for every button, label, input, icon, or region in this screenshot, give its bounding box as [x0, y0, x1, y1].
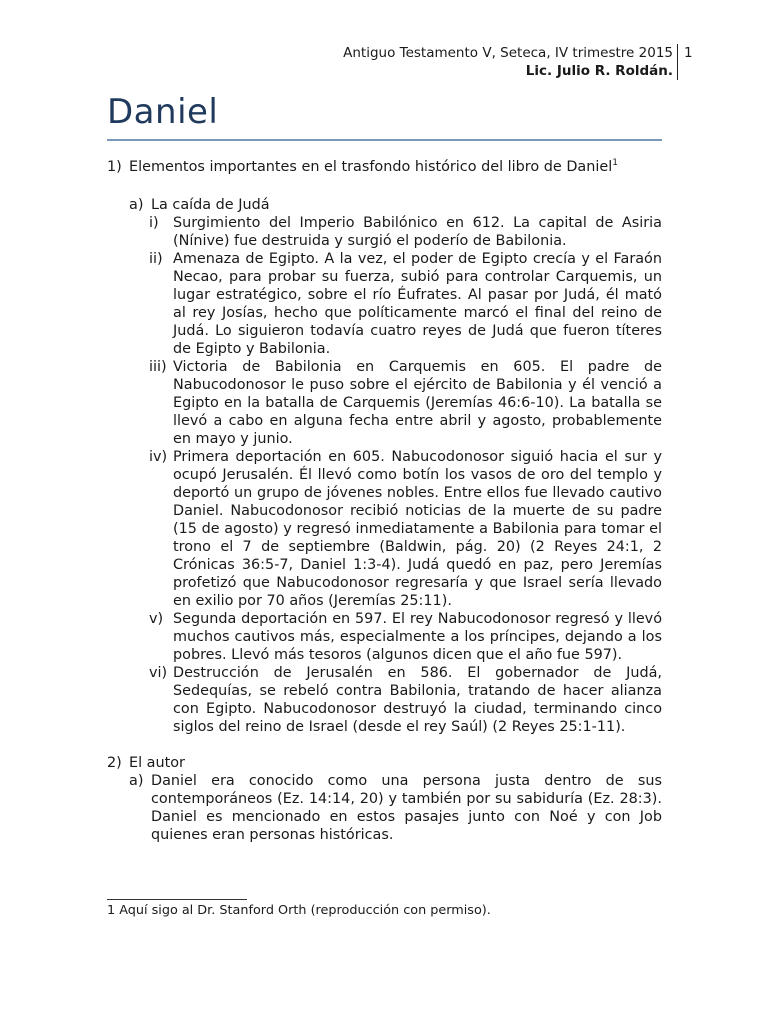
header-course: Antiguo Testamento V, Seteca, IV trimestre 2015: [343, 45, 673, 61]
section-2-number: 2): [107, 755, 122, 771]
list-item-number: i): [149, 215, 159, 231]
page-header: [343, 44, 673, 80]
page-title: Daniel: [107, 92, 219, 132]
document-body: [107, 158, 662, 844]
section-1-heading: [107, 158, 662, 176]
list-item-text: Amenaza de Egipto. A la vez, el poder de Egipto crecía y el Faraón Necao, para probar su fuerza, subió para controlar Carquemis, un lugar estratégico, sobre el río Éufrates. Al pasar por Judá, él mató al rey Josías, hecho que políticamente marcó el final del reino de Judá. Lo siguieron todavía cuatro reyes de Judá que fueron títeres de Egipto y Babilonia.: [173, 251, 662, 357]
section-2-title: El autor: [129, 755, 185, 771]
list-item: [107, 358, 662, 448]
list-item-text: Destrucción de Jerusalén en 586. El gobernador de Judá, Sedequías, se rebeló contra Babilonia, tratando de hacer alianza con Egipto. Nabucodonosor destruyó la ciudad, terminando cinco siglos del reino de Israel (desde el rey Saúl) (2 Reyes 25:1-11).: [173, 665, 662, 735]
header-divider: [677, 44, 678, 80]
section-1-text: Elementos importantes en el trasfondo histórico del libro de Daniel: [129, 159, 613, 175]
footnote-reference: 1: [612, 158, 618, 169]
subsection-2a: [107, 772, 662, 844]
list-item-number: ii): [149, 251, 163, 267]
list-item-number: v): [149, 611, 164, 627]
section-1-title: [129, 158, 662, 176]
subsection-2a-text: Daniel era conocido como una persona justa dentro de sus contemporáneos (Ez. 14:14, 20) y también por su sabiduría (Ez. 28:3). Daniel es mencionado en estos pasajes junto con Noé y con Job quienes eran personas históricas.: [151, 773, 662, 843]
footnote: 1 Aquí sigo al Dr. Stanford Orth (reproducción con permiso).: [107, 903, 491, 918]
section-2-heading: [107, 754, 662, 772]
page-number: 1: [684, 45, 693, 61]
list-item-number: iii): [149, 359, 167, 375]
subsection-1a-heading: [107, 196, 662, 214]
subsection-1a-number: a): [129, 197, 144, 213]
footnote-separator: [107, 899, 247, 900]
list-item: [107, 214, 662, 250]
list-item: [107, 664, 662, 736]
list-item: [107, 250, 662, 358]
list-item-text: Surgimiento del Imperio Babilónico en 612. La capital de Asiria (Nínive) fue destruida y surgió el poderío de Babilonia.: [173, 215, 662, 249]
list-item-text: Segunda deportación en 597. El rey Nabucodonosor regresó y llevó muchos cautivos más, especialmente a los príncipes, dejando a los pobres. Llevó más tesoros (algunos dicen que el año fue 597).: [173, 611, 662, 663]
title-underline: [107, 139, 662, 141]
header-author: Lic. Julio R. Roldán.: [525, 63, 673, 79]
subsection-2a-number: a): [129, 773, 144, 789]
list-item-number: vi): [149, 665, 168, 681]
subsection-1a-title: La caída de Judá: [151, 197, 270, 213]
list-item: [107, 610, 662, 664]
list-item-number: iv): [149, 449, 168, 465]
section-1-number: 1): [107, 159, 122, 175]
list-item-text: Victoria de Babilonia en Carquemis en 605. El padre de Nabucodonosor le puso sobre el ejército de Babilonia y él venció a Egipto en la batalla de Carquemis (Jeremías 46:6-10). La batalla se llevó a cabo en alguna fecha entre abril y agosto, probablemente en mayo y junio.: [173, 359, 662, 447]
list-item-text: Primera deportación en 605. Nabucodonosor siguió hacia el sur y ocupó Jerusalén. Él llevó como botín los vasos de oro del templo y deportó un grupo de jóvenes nobles. Entre ellos fue llevado cautivo Daniel. Nabucodonosor recibió noticias de la muerte de su padre (15 de agosto) y regresó inmediatamente a Babilonia para tomar el trono el 7 de septiembre (Baldwin, pág. 20) (2 Reyes 24:1, 2 Crónicas 36:5-7, Daniel 1:3-4). Judá quedó en paz, pero Jeremías profetizó que Nabucodonosor regresaría y que Israel sería llevado en exilio por 70 años (Jeremías 25:11).: [173, 449, 662, 609]
list-item: [107, 448, 662, 610]
